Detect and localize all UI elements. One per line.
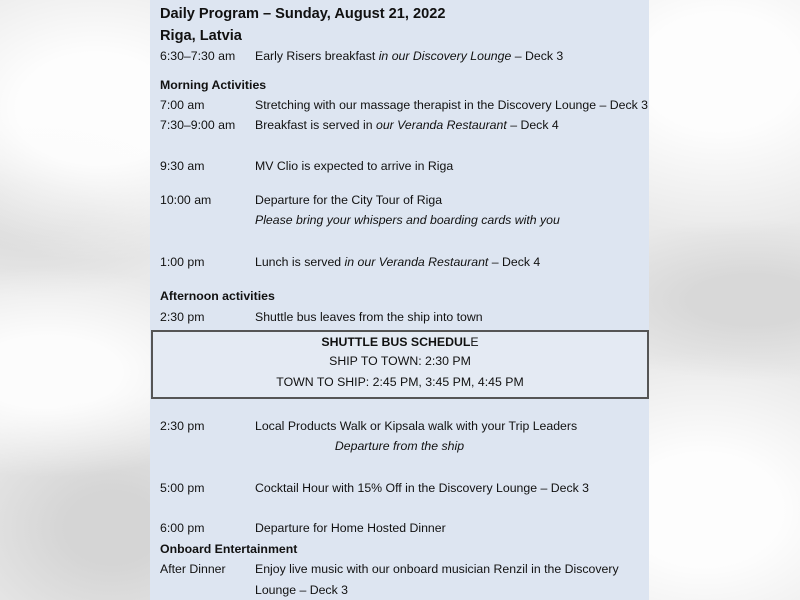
row-time: 5:00 pm	[160, 481, 205, 495]
desc-text: Lunch is served	[255, 255, 345, 269]
desc-text: Early Risers breakfast	[255, 49, 379, 63]
row-note: Please bring your whispers and boarding cards with you	[255, 213, 560, 227]
row-description: Cocktail Hour with 15% Off in the Discovery Lounge – Deck 3	[255, 481, 589, 495]
desc-text-post: – Deck 3	[511, 49, 564, 63]
row-note: Departure from the ship	[334, 439, 465, 453]
afternoon-heading: Afternoon activities	[160, 289, 275, 303]
row-description: MV Clio is expected to arrive in Riga	[255, 159, 454, 173]
row-description	[255, 48, 563, 64]
row-description: Departure for the City Tour of Riga	[255, 193, 443, 207]
program-title: Daily Program – Sunday, August 21, 2022	[160, 6, 446, 22]
row-description: Enjoy live music with our onboard musician Renzil in the Discovery	[255, 562, 619, 576]
row-time: 6:30–7:30 am	[160, 49, 236, 63]
desc-text: Breakfast is served in	[255, 118, 376, 132]
shuttle-title-bold: SHUTTLE BUS SCHEDUL	[321, 335, 471, 349]
row-description: Local Products Walk or Kipsala walk with your Trip Leaders	[255, 419, 578, 433]
shuttle-town-to-ship: TOWN TO SHIP: 2:45 PM, 3:45 PM, 4:45 PM	[276, 375, 524, 389]
desc-text-post: – Deck 4	[488, 255, 541, 269]
program-location: Riga, Latvia	[160, 28, 242, 44]
desc-italic: in our Veranda Restaurant	[344, 255, 489, 269]
row-time: 2:30 pm	[160, 419, 205, 433]
row-time: 1:00 pm	[160, 255, 205, 269]
shuttle-ship-to-town: SHIP TO TOWN: 2:30 PM	[329, 354, 471, 368]
desc-text-post: – Deck 4	[506, 118, 559, 132]
morning-heading: Morning Activities	[160, 78, 267, 92]
daily-program-page	[150, 0, 649, 600]
row-description	[255, 117, 559, 133]
entertainment-heading: Onboard Entertainment	[160, 542, 298, 556]
row-time: After Dinner	[160, 562, 226, 576]
row-time: 10:00 am	[160, 193, 212, 207]
row-description: Departure for Home Hosted Dinner	[255, 521, 446, 535]
row-description-continued: Lounge – Deck 3	[255, 583, 348, 597]
row-description: Shuttle bus leaves from the ship into town	[255, 310, 483, 324]
row-time: 9:30 am	[160, 159, 205, 173]
row-time: 7:30–9:00 am	[160, 118, 236, 132]
shuttle-schedule-box	[151, 330, 649, 399]
row-description	[255, 254, 540, 270]
shuttle-title-tail: E	[470, 335, 479, 349]
row-time: 6:00 pm	[160, 521, 205, 535]
row-time: 7:00 am	[160, 98, 205, 112]
row-description: Stretching with our massage therapist in the Discovery Lounge – Deck 3	[255, 98, 649, 112]
desc-italic: our Veranda Restaurant	[375, 118, 507, 132]
desc-italic: in our Discovery Lounge	[378, 49, 512, 63]
row-time: 2:30 pm	[160, 310, 205, 324]
shuttle-schedule-title	[153, 334, 647, 350]
